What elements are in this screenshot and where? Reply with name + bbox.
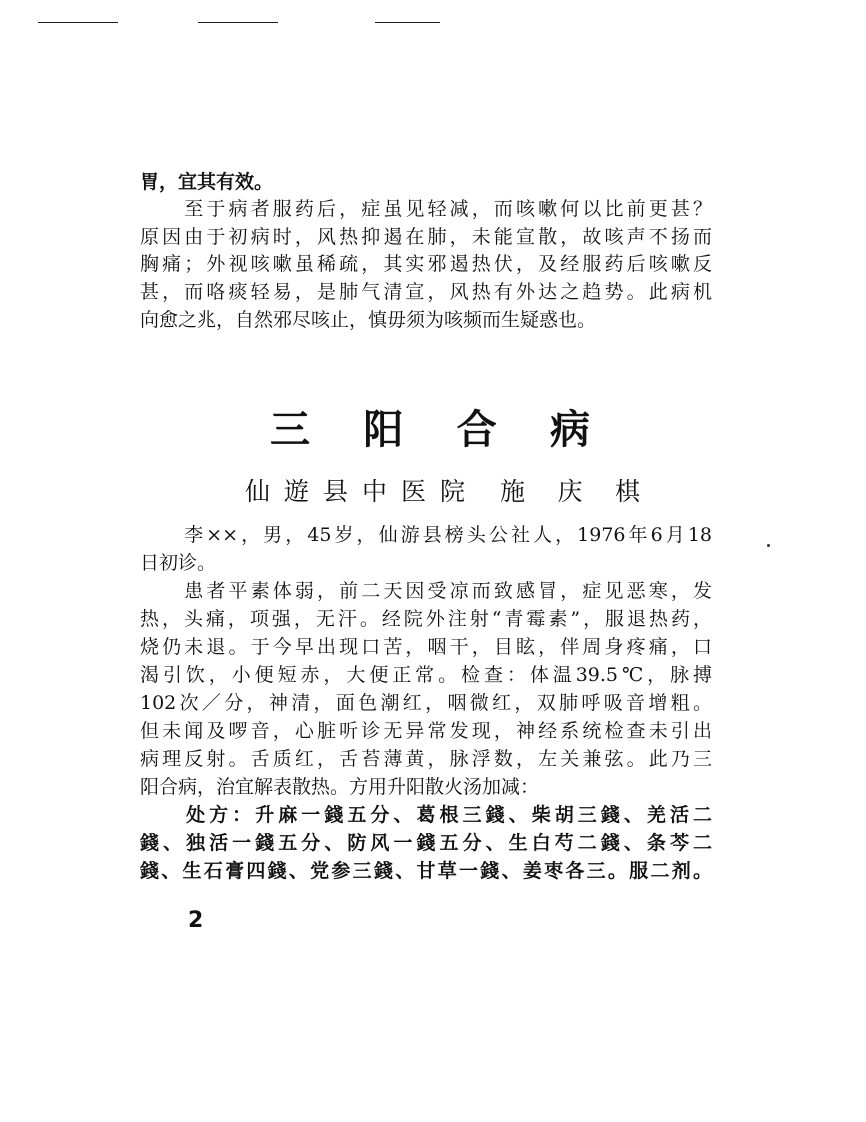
- text-line: 烧仍未退。于今早出现口苦，咽干，目眩，伴周身疼痛，口: [140, 636, 712, 658]
- author-organization: 仙遊县中医院: [245, 477, 465, 506]
- text-line: 胃，宜其有效。: [140, 171, 274, 193]
- text-line: 患者平素体弱，前二天因受凉而致感冒，症见恶寒，发: [140, 580, 712, 602]
- text-line: 渴引饮，小便短赤，大便正常。检查：体温39.5℃，脉搏: [140, 664, 712, 686]
- header-rule-2: [198, 22, 278, 23]
- text-line: 至于病者服药后，症虽见轻减，而咳嗽何以比前更甚？: [140, 198, 712, 220]
- article-title: 三 阳 合 病: [270, 406, 590, 453]
- text-line: 向愈之兆，自然邪尽咳止，慎毋须为咳频而生疑惑也。: [140, 309, 597, 331]
- header-rule-1: [38, 22, 118, 23]
- text-line: 阳合病，治宜解表散热。方用升阳散火汤加减：: [140, 776, 540, 798]
- prescription-line: 处方：升麻一錢五分、葛根三錢、柴胡三錢、羌活二: [140, 804, 712, 826]
- header-rule-3: [375, 22, 440, 23]
- text-line: 甚，而咯痰轻易，是肺气清宣，风热有外达之趋势。此病机: [140, 281, 712, 303]
- text-line: 李××，男，45岁，仙游县榜头公社人，1976年6月18: [140, 524, 712, 546]
- text-line: 胸痛；外视咳嗽虽稀疏，其实邪遏热伏，及经服药后咳嗽反: [140, 253, 712, 275]
- prescription-line: 錢、独活一錢五分、防风一錢五分、生白芍二錢、条芩二: [140, 832, 712, 854]
- text-line: 热，头痛，项强，无汗。经院外注射“青霉素”，服退热药，: [140, 608, 712, 630]
- text-line: 原因由于初病时，风热抑遏在肺，未能宣散，故咳声不扬而: [140, 226, 712, 248]
- text-line: 日初诊。: [140, 552, 217, 574]
- page-number: 2: [188, 908, 204, 933]
- text-line: 102次／分，神清，面色潮红，咽微红，双肺呼吸音增粗。: [140, 692, 712, 714]
- text-line: 病理反射。舌质红，舌苔薄黄，脉浮数，左关兼弦。此乃三: [140, 748, 712, 770]
- prescription-line: 錢、生石膏四錢、党参三錢、甘草一錢、姜枣各三。服二剂。: [140, 860, 712, 882]
- scan-speck: [767, 544, 770, 547]
- author-name: 施庆棋: [500, 477, 640, 506]
- text-line: 但未闻及啰音，心脏听诊无异常发现，神经系统检查未引出: [140, 720, 712, 742]
